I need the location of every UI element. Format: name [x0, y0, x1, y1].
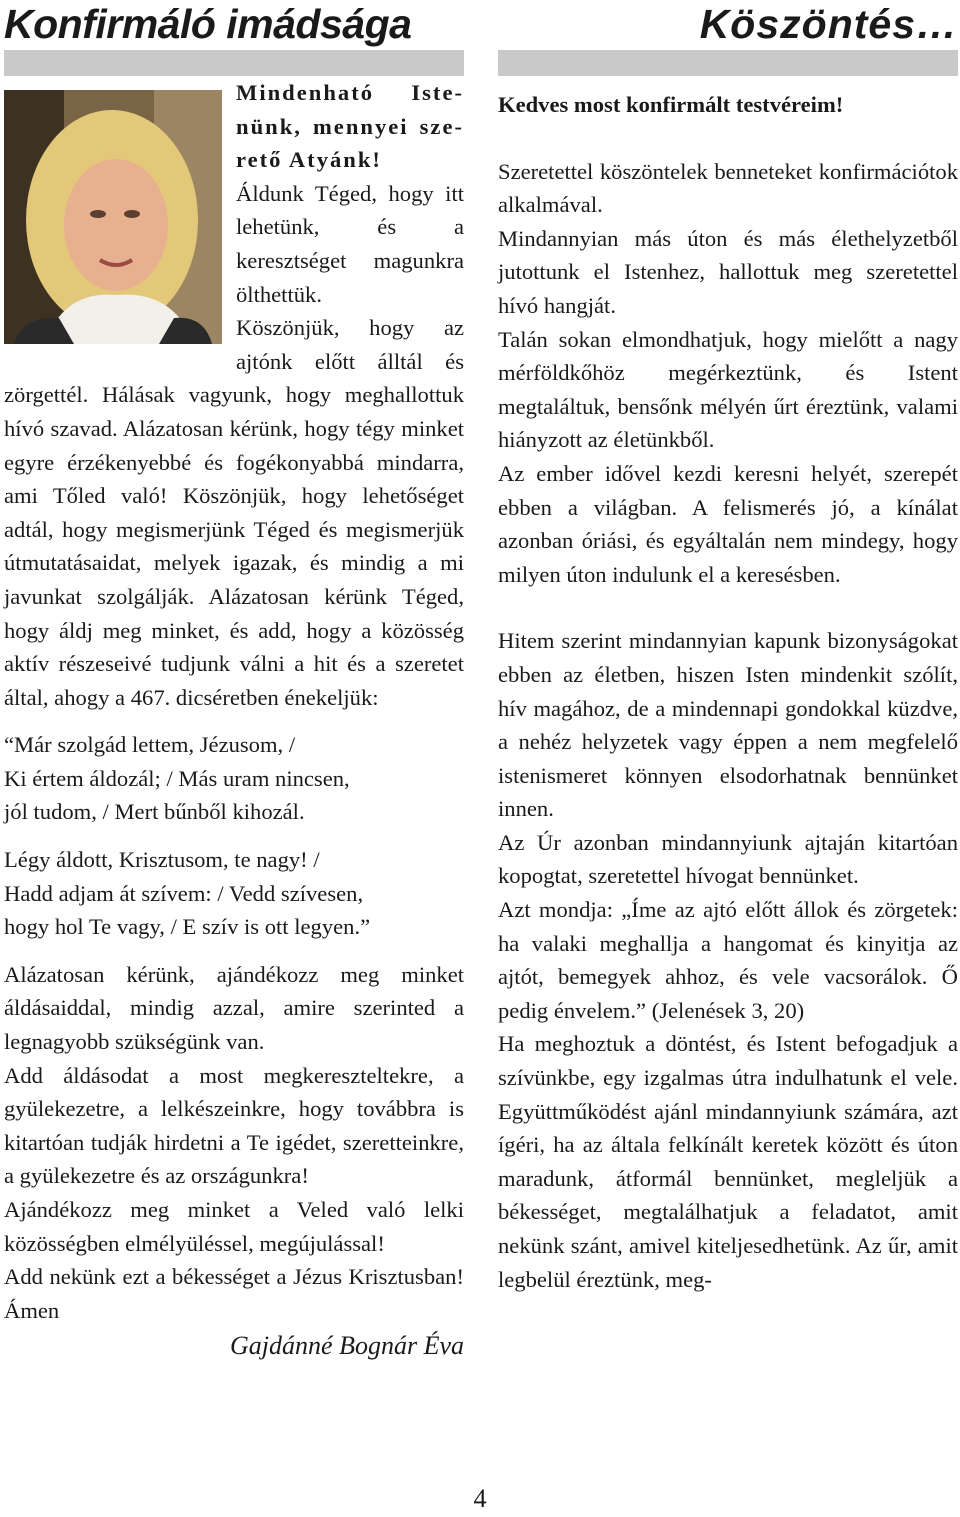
greeting-paragraph-6: Az Úr azonban mindannyiunk ajtaján kitartóan kopogtat, szeretettel hívogat bennünket. [498, 829, 958, 889]
greeting-heading: Kedves most konfirmált testvéreim! [498, 92, 844, 117]
prayer-paragraph-6: Add nekünk ezt a békességet a Jézus Krisztusban! Ámen [4, 1264, 464, 1323]
greeting-paragraph-3: Talán sokan elmondhatjuk, hogy mielőtt a nagy mérföldkőhöz megérkeztünk, és Istent megtaláltuk, bensőnk mélyén űrt éreztünk, valami hiányzott az életünkből. [498, 326, 958, 453]
prayer-address-3: rető Atyánk! [236, 147, 382, 173]
title-rule [4, 50, 464, 76]
author-signature: Gajdánné Bognár Éva [230, 1331, 464, 1361]
prayer-paragraph-3: Alázatosan kérünk, ajándékozz meg minket áldásaiddal, mindig azzal, amire szerinted a legnagyobb szükségünk van. [4, 961, 464, 1055]
greeting-text [498, 88, 958, 1296]
prayer-paragraph-2: Köszönjük, hogy az ajtónk előtt álltál és zörgettél. Hálásak vagyunk, hogy meghallottuk hívó szavad. Alázatosan kérünk, hogy tégy minket egyre érzékenyebbé és fogékonyabbá mindarra, ami Tőled való! Köszönjük, hogy lehetőséget adtál, hogy megismerjünk Téged és megismerjük útmutatásaidat, melyek igazak, és mindig a mi javunkat szolgálják. Alázatosan kérünk Téged, hogy áldj meg minket, és add, hogy a közösség aktív részeseivé tudjunk válni a hit és a szeretet által, ahogy a 467. dicséretben énekeljük: [4, 315, 464, 710]
spacer [4, 944, 464, 958]
prayer-paragraph-5: Ajándékozz meg minket a Veled való lelki közösségben elmélyüléssel, megújulással! [4, 1197, 464, 1256]
hymn-line: hogy hol Te vagy, / E szív is ott legyen.” [4, 914, 371, 940]
hymn-line: Ki értem áldozál; / Más uram nincsen, [4, 765, 350, 791]
prayer-paragraph-4: Add áldásodat a most megkereszteltekre, a gyülekezetre, a lelkészeinkre, hogy továbbra is kitartóan tudják hirdetni a Te igédet, szeretteinkre, a gyülekezetre és az országunkra! [4, 1062, 464, 1189]
page-number: 4 [473, 1484, 487, 1513]
greeting-paragraph-8: Ha meghoztuk a döntést, és Istent befogadjuk a szívünkbe, egy izgalmas útra indulhatunk el vele. Együttműködést ajánl mindannyiunk számára, azt ígéri, ha az általa felkínált keretek között és úton maradunk, átformál bennünket, megleljük a békességet, megtalálhatjuk a feladatot, amit nekünk szánt, amivel kiteljesedhetünk. Az űr, amit legbelül éreztünk, meg- [498, 1031, 958, 1292]
greeting-paragraph-1: Szeretettel köszöntelek benneteket konfirmációtok alkalmával. [498, 158, 958, 218]
greeting-paragraph-5: Hitem szerint mindannyian kapunk bizonyságokat ebben az életben, hiszen Isten mindenkit szólít, hív magához, de a mindennapi gondokkal küzdve, a nehéz helyzetek vagy éppen a nem megfelelő istenismeret könnyen elsodorhatnak bennünket innen. [498, 628, 958, 822]
prayer-text [4, 76, 464, 1365]
portrait-photo [4, 90, 222, 344]
author-photo [4, 90, 222, 344]
spacer [4, 829, 464, 843]
prayer-address-1: Mindenható Iste- [236, 80, 464, 105]
article-title: Konfirmáló imádsága [4, 1, 412, 47]
left-column [4, 0, 464, 1365]
prayer-paragraph-1: Áldunk Téged, hogy itt lehetünk, és a keresztséget magunkra ölthettük. [236, 180, 464, 307]
hymn-line: Légy áldott, Krisztusom, te nagy! / [4, 847, 320, 873]
prayer-address-2: nünk, mennyei sze- [236, 113, 464, 139]
hymn-line: “Már szolgád lettem, Jézusom, / [4, 732, 296, 758]
article-title: Köszöntés… [699, 1, 958, 47]
greeting-paragraph-4: Az ember idővel kezdi keresni helyét, szerepét ebben a világban. A felismerés jó, a kínálat azonban óriási, és egyáltalán nem mindegy, hogy milyen úton indulunk el a keresésben. [498, 460, 958, 587]
greeting-paragraph-2: Mindannyian más úton és más élethelyzetből jutottunk el Istenhez, hallottuk meg szeretettel hívó hangját. [498, 225, 958, 318]
spacer [498, 591, 958, 624]
greeting-paragraph-7: Azt mondja: „Íme az ajtó előtt állok és zörgetek: ha valaki meghallja a hangomat és kinyitja az ajtót, bemegyek ahhoz, és vele vacsorálok. Ő pedig énvelem.” (Jelenések 3, 20) [498, 897, 958, 1023]
spacer [498, 122, 958, 155]
title-rule [498, 50, 958, 76]
spacer [4, 714, 464, 728]
hymn-line: Hadd adjam át szívem: / Vedd szívesen, [4, 880, 364, 906]
hymn-line: jól tudom, / Mert bűnből kihozál. [4, 799, 305, 825]
right-column [498, 0, 958, 1296]
